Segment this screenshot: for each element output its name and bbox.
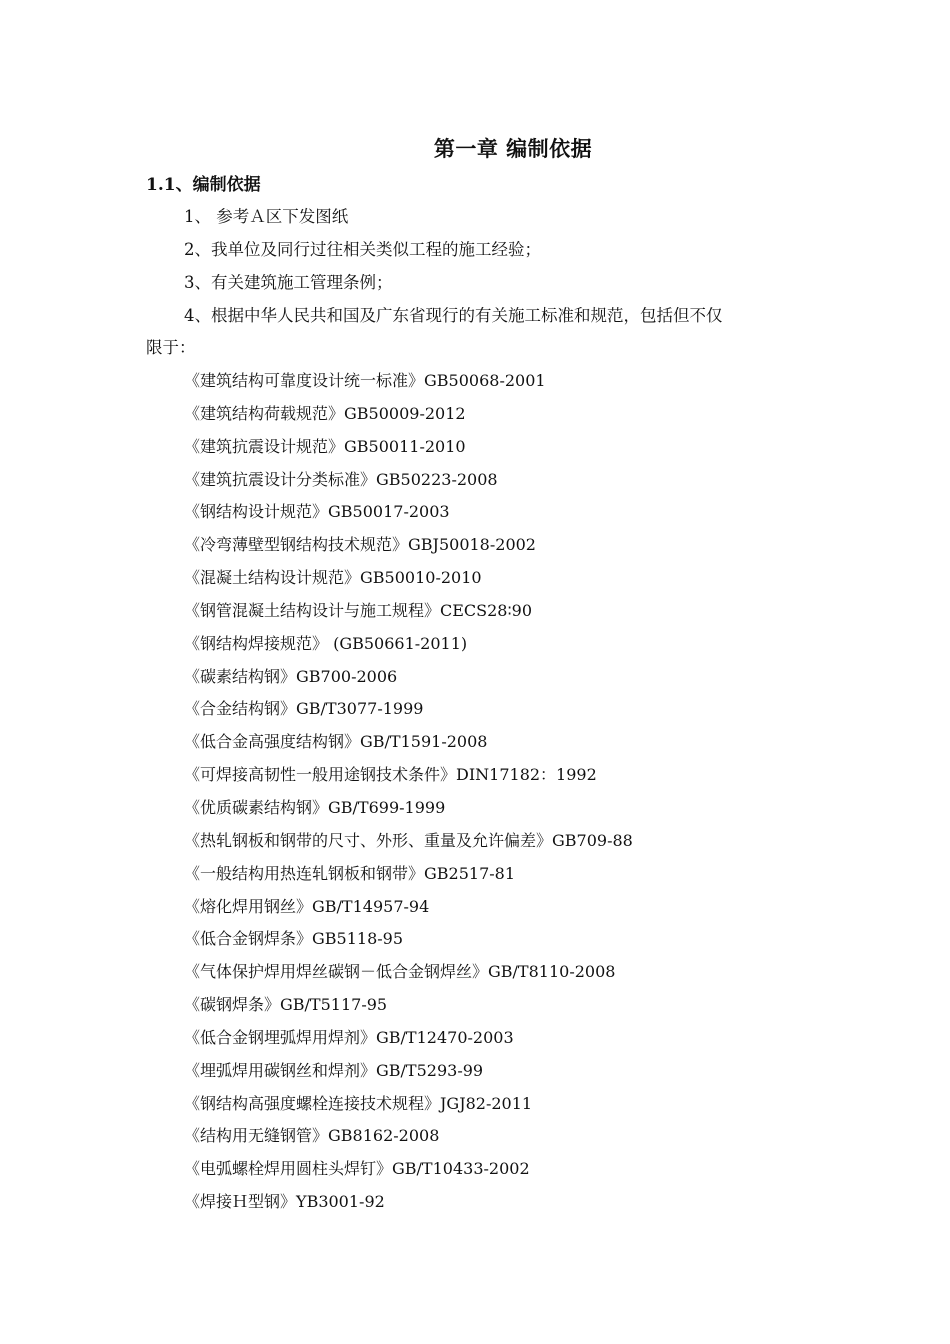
standard-item: 《熔化焊用钢丝》GB/T14957-94 — [184, 896, 430, 916]
basis-item-3: 3、有关建筑施工管理条例； — [184, 273, 393, 292]
standard-item: 《一般结构用热连轧钢板和钢带》GB2517-81 — [184, 863, 516, 883]
standard-item: 《埋弧焊用碳钢丝和焊剂》GB/T5293-99 — [184, 1060, 484, 1080]
standard-item: 《焊接Ｈ型钢》YB3001-92 — [184, 1192, 385, 1212]
basis-item-1: 1、 参考Ａ区下发图纸 — [184, 207, 349, 226]
standard-item: 《建筑结构荷载规范》GB50009-2012 — [184, 403, 466, 423]
standard-item: 《钢结构设计规范》GB50017-2003 — [184, 502, 450, 522]
basis-item-2: 2、我单位及同行过往相关类似工程的施工经验； — [184, 240, 541, 259]
standard-item: 《热轧钢板和钢带的尺寸、外形、重量及允许偏差》GB709-88 — [184, 830, 633, 850]
standard-item: 《钢结构焊接规范》 (GB50661-2011) — [184, 633, 468, 653]
standard-item: 《钢结构高强度螺栓连接技术规程》JGJ82-2011 — [184, 1093, 533, 1113]
standard-item: 《碳钢焊条》GB/T5117-95 — [184, 995, 388, 1015]
standard-item: 《低合金钢埋弧焊用焊剂》GB/T12470-2003 — [184, 1027, 514, 1047]
basis-item-4-continuation: 限于： — [146, 338, 196, 357]
standard-item: 《碳素结构钢》GB700-2006 — [184, 666, 398, 686]
standard-item: 《钢管混凝土结构设计与施工规程》CECS28∶90 — [184, 600, 533, 620]
standard-item: 《合金结构钢》GB/T3077-1999 — [184, 699, 424, 719]
standard-item: 《建筑抗震设计分类标准》GB50223-2008 — [184, 469, 498, 489]
standard-item: 《电弧螺栓焊用圆柱头焊钉》GB/T10433-2002 — [184, 1159, 530, 1179]
standard-item: 《低合金高强度结构钢》GB/T1591-2008 — [184, 732, 488, 752]
standard-item: 《建筑结构可靠度设计统一标准》GB50068-2001 — [184, 371, 546, 390]
standard-item: 《冷弯薄壁型钢结构技术规范》GBJ50018-2002 — [184, 535, 536, 555]
standard-item: 《气体保护焊用焊丝碳钢－低合金钢焊丝》GB/T8110-2008 — [184, 962, 616, 982]
standard-item: 《可焊接高韧性一般用途钢技术条件》DIN17182：1992 — [184, 765, 597, 785]
standard-item: 《低合金钢焊条》GB5118-95 — [184, 929, 404, 949]
section-heading: 1.1、编制依据 — [146, 175, 261, 195]
basis-item-4: 4、根据中华人民共和国及广东省现行的有关施工标准和规范，包括但不仅 — [184, 306, 723, 325]
standard-item: 《建筑抗震设计规范》GB50011-2010 — [184, 436, 466, 456]
standard-item: 《混凝土结构设计规范》GB50010-2010 — [184, 568, 482, 588]
standard-item: 《结构用无缝钢管》GB8162-2008 — [184, 1126, 440, 1146]
chapter-title: 第一章 编制依据 — [433, 136, 593, 161]
standards-list — [184, 368, 633, 1222]
standard-item: 《优质碳素结构钢》GB/T699-1999 — [184, 797, 446, 817]
